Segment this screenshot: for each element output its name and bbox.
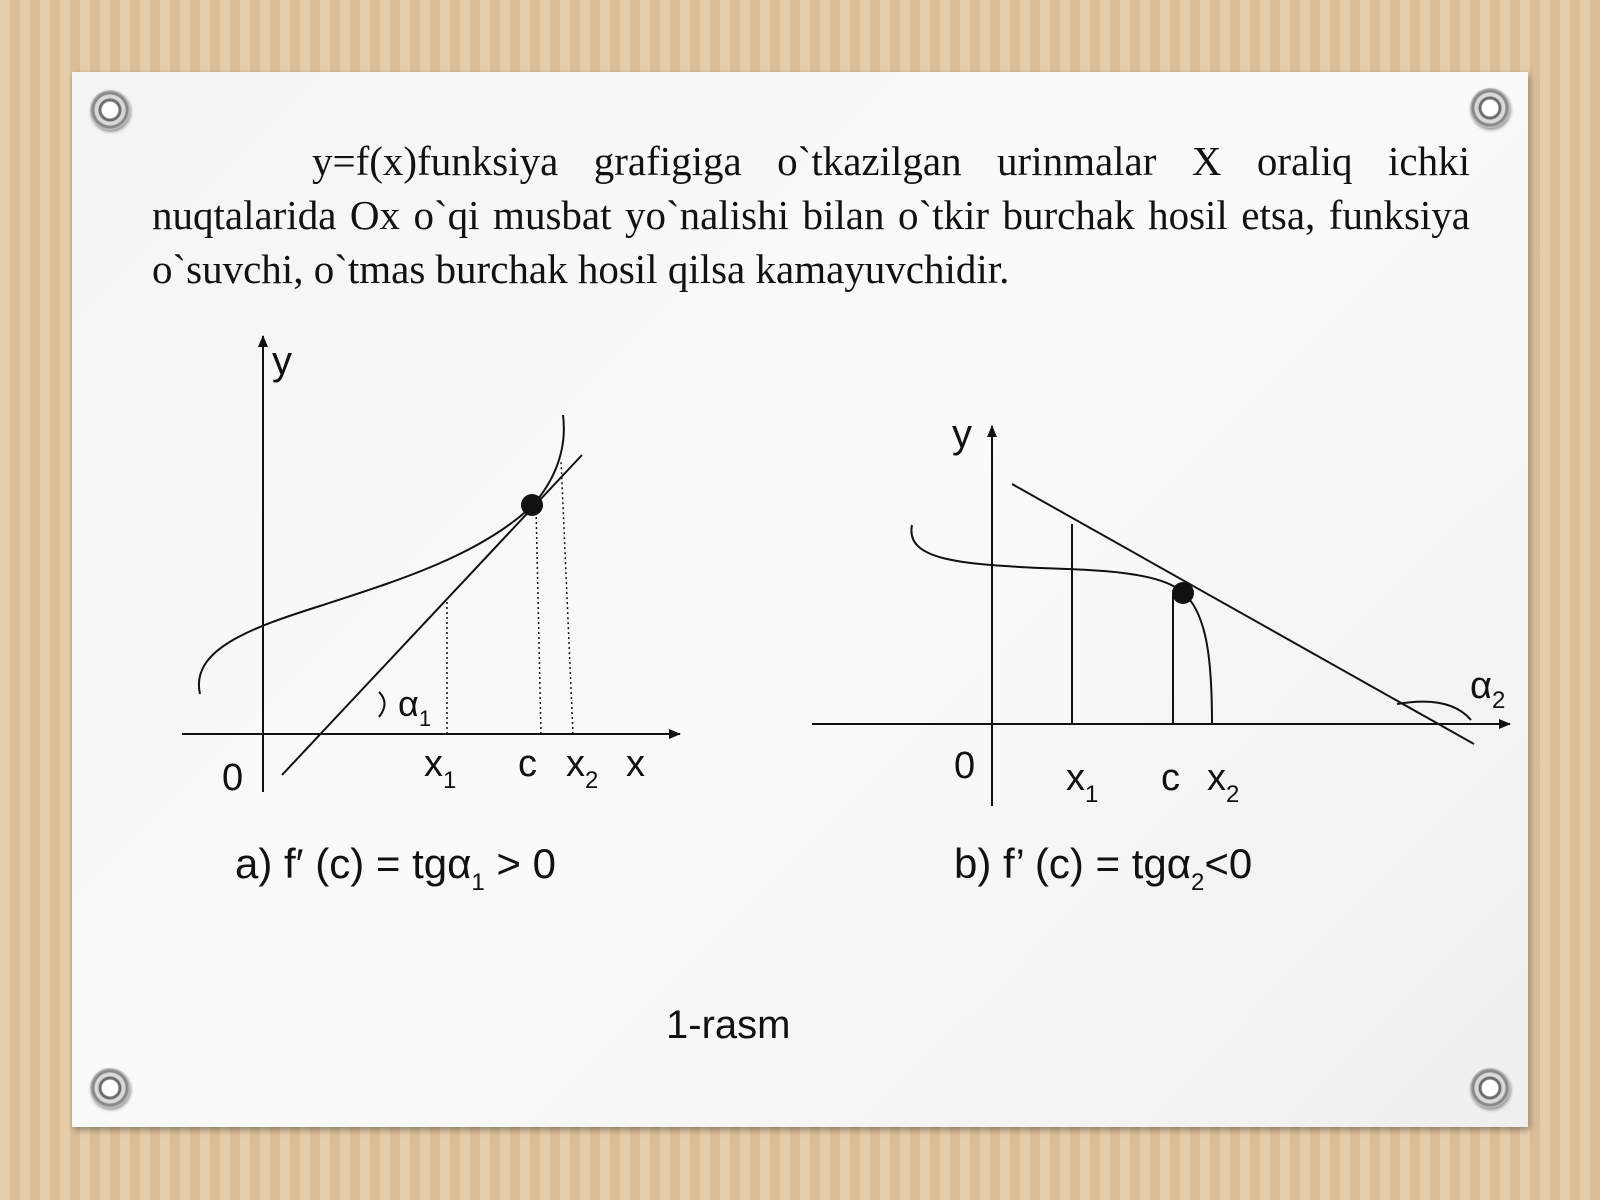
figure-a-angle-arc — [379, 692, 385, 717]
figure-b-caption: b) f’ (c) = tgα$_2$<0 — [954, 840, 1253, 896]
figure-b-origin-label: 0 — [954, 745, 976, 787]
figure-a-x2-label: $x_2$ — [566, 743, 599, 794]
figure-a-x2-dotted — [561, 460, 573, 734]
figure-a-tangent-point — [521, 494, 543, 516]
figure-a-caption: a) f′ (c) = tgα$_1$ > 0 — [235, 840, 556, 896]
figure-a-x-axis-label: x — [626, 743, 645, 785]
figure-a-function-curve — [199, 415, 564, 694]
figure-b-y-axis-label: y — [952, 412, 972, 456]
figure-b-c-label: c — [1161, 757, 1180, 799]
figure-b-function-curve — [911, 525, 1212, 724]
figure-b-angle-arc — [1397, 702, 1471, 720]
definition-paragraph: y=f(x)funksiya grafigiga o`tkazilgan urinmalar X oraliq ichki nuqtalarida Ox o`qi musbat yo`nalishi bilan o`tkir burchak hosil etsa, funksiya o`suvchi, o`tmas burchak hosil qilsa kamayuvchidir. — [152, 138, 1470, 292]
figure-b-x1-label: $x_1$ — [1066, 757, 1099, 808]
figure-caption: 1-rasm — [666, 1003, 791, 1047]
figure-b-decreasing — [812, 426, 1510, 806]
figure-b-tangent-line — [1012, 484, 1474, 744]
figure-a-y-axis-label: y — [272, 339, 292, 383]
figure-a-origin-label: 0 — [222, 757, 244, 799]
figure-b-angle-label: $\alpha_2$ — [1470, 665, 1506, 714]
figure-a-c-label: c — [518, 743, 537, 785]
figure-b-x2-label: $x_2$ — [1207, 757, 1240, 808]
figure-b-tangent-point — [1172, 582, 1194, 604]
figure-a-x1-label: $x_1$ — [424, 743, 457, 794]
figure-a-c-dotted — [536, 506, 541, 734]
figure-a-angle-label: $\alpha_1$ — [398, 683, 432, 731]
